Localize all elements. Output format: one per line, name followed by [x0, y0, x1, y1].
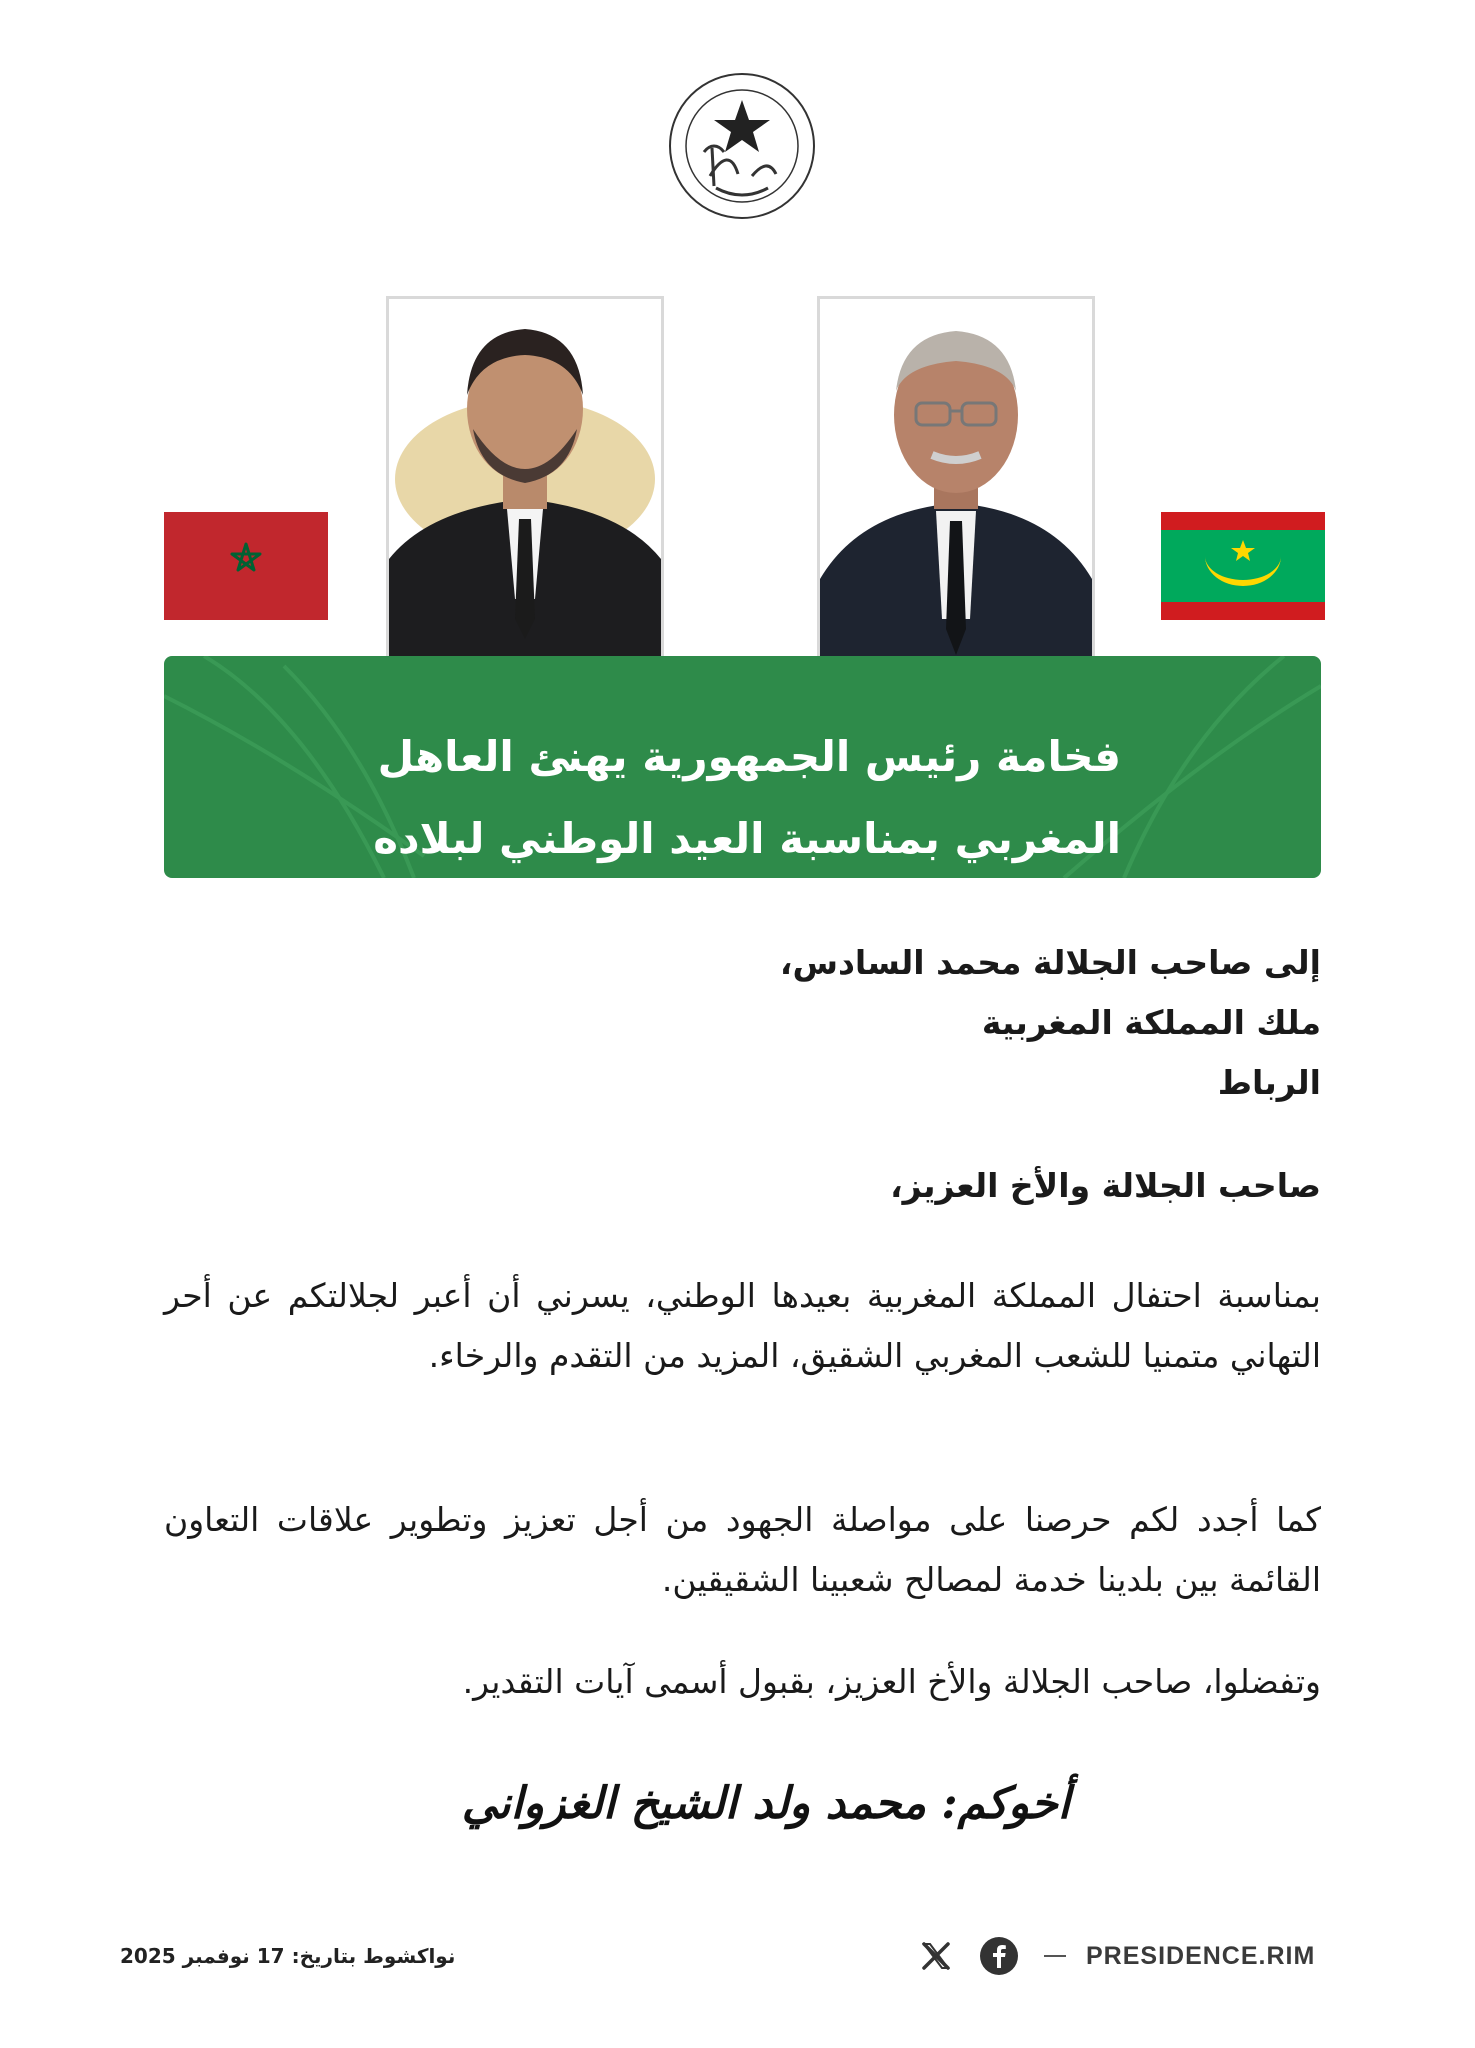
letter-salutation: صاحب الجلالة والأخ العزيز،: [890, 1166, 1321, 1205]
x-icon[interactable]: [920, 1940, 952, 1972]
portrait-president: [817, 296, 1095, 694]
footer-social: [920, 1934, 1315, 1978]
letter-address: [164, 933, 1321, 1113]
address-line1: إلى صاحب الجلالة محمد السادس،: [779, 943, 1321, 982]
portrait-king: [386, 296, 664, 694]
address-line2: ملك المملكة المغربية: [981, 1003, 1321, 1042]
banner-title-line1: فخامة رئيس الجمهورية يهنئ العاهل: [377, 732, 1121, 781]
separator-dash: [1044, 1955, 1066, 1957]
footer-date: نواكشوط بتاريخ: 17 نوفمبر 2025: [120, 1944, 456, 1968]
address-line3: الرباط: [1217, 1063, 1321, 1102]
signature: أخوكم: محمد ولد الشيخ الغزواني: [461, 1778, 1070, 1829]
facebook-icon[interactable]: [980, 1937, 1018, 1975]
headline-banner: [164, 656, 1321, 878]
emblem-seal-icon: [652, 56, 832, 236]
presidency-emblem: [652, 56, 832, 236]
letter-paragraph-3: وتفضلوا، صاحب الجلالة والأخ العزيز، بقبول أسمى آيات التقدير.: [462, 1662, 1321, 1701]
banner-title-line2: المغربي بمناسبة العيد الوطني لبلاده: [373, 814, 1121, 863]
letter-paragraph-2: كما أجدد لكم حرصنا على مواصلة الجهود من أجل تعزيز وتطوير علاقات التعاون القائمة بين بلدينا خدمة لمصالح شعبينا الشقيقين.: [164, 1500, 1321, 1599]
morocco-flag: [164, 512, 328, 620]
banner-title: [361, 716, 1121, 878]
website-label[interactable]: PRESIDENCE.RIM: [1086, 1941, 1316, 1970]
letter-paragraph-1: بمناسبة احتفال المملكة المغربية بعيدها الوطني، يسرني أن أعبر لجلالتكم عن أحر التهاني متمنيا للشعب المغربي الشقيق، المزيد من التقدم والرخاء.: [164, 1276, 1321, 1375]
mauritania-flag: [1161, 512, 1325, 620]
